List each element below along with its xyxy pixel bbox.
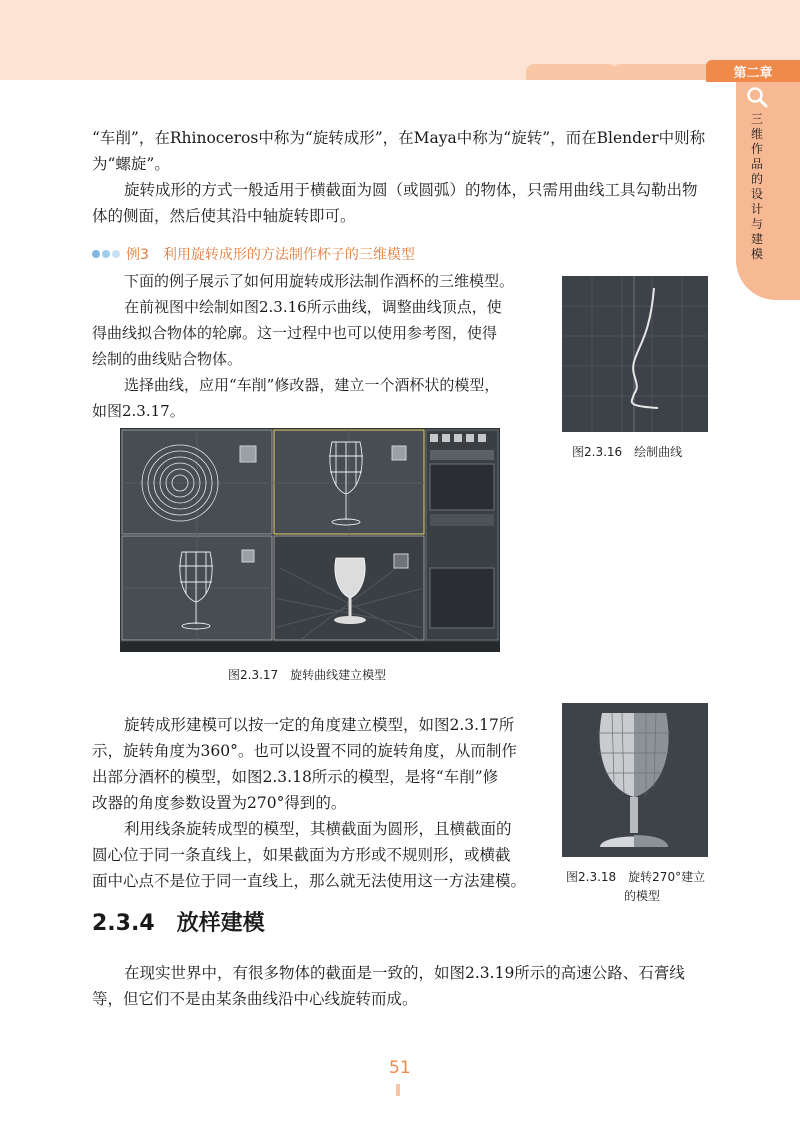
figure-2-3-16 <box>562 276 708 432</box>
figure-2-3-17 <box>120 428 500 652</box>
viewports-screenshot <box>120 428 500 652</box>
para4-line2: 圆心位于同一条直线上，如果截面为方形或不规则形，或横截 <box>92 846 511 864</box>
header-tab-2 <box>612 64 712 80</box>
example-line3: 得曲线拟合物体的轮廓。这一过程中也可以使用参考图，使得 <box>92 324 498 342</box>
example-line5: 选择曲线，应用“车削”修改器，建立一个酒杯状的模型， <box>124 376 500 394</box>
magnifier-icon <box>746 86 768 108</box>
side-label: 三维作品的设计与建模 <box>751 112 764 261</box>
figure-2-3-17-caption: 图2.3.17 旋转曲线建立模型 <box>228 668 387 682</box>
curve-drawing <box>562 276 708 432</box>
para1-line2: 为“螺旋”。 <box>92 155 170 173</box>
example-line4: 绘制的曲线贴合物体。 <box>92 350 243 368</box>
para3-line4: 改器的角度参数设置为270°得到的。 <box>92 794 347 812</box>
example-line2: 在前视图中绘制如图2.3.16所示曲线，调整曲线顶点，使 <box>124 298 502 316</box>
para1-line1: “车削”，在Rhinoceros中称为“旋转成形”，在Maya中称为“旋转”，而在Blender中则称 <box>92 129 706 147</box>
partial-glass-render <box>562 703 708 857</box>
para2-line1: 旋转成形的方式一般适用于横截面为圆（或圆弧）的物体，只需用曲线工具勾勒出物 <box>124 181 698 199</box>
chapter-tab: 第二章 <box>706 60 800 82</box>
bullet-dots-icon <box>92 250 120 258</box>
para3-line2: 示，旋转角度为360°。也可以设置不同的旋转角度，从而制作 <box>92 742 517 760</box>
figure-2-3-18 <box>562 703 708 857</box>
side-tab <box>736 82 800 300</box>
figure-2-3-18-caption-line1: 图2.3.18 旋转270°建立 <box>566 870 706 884</box>
para4-line3: 面中心点不是位于同一直线上，那么就无法使用这一方法建模。 <box>92 872 527 890</box>
example-line6: 如图2.3.17。 <box>92 402 185 420</box>
para5-line1: 在现实世界中，有很多物体的截面是一致的，如图2.3.19所示的高速公路、石膏线 <box>124 964 685 982</box>
para3-line1: 旋转成形建模可以按一定的角度建立模型，如图2.3.17所 <box>124 716 515 734</box>
section-heading: 2.3.4 放样建模 <box>92 911 265 936</box>
para5-line2: 等，但它们不是由某条曲线沿中心线旋转而成。 <box>92 990 418 1008</box>
header-tab-1 <box>526 64 616 80</box>
para3-line3: 出部分酒杯的模型，如图2.3.18所示的模型，是将“车削”修 <box>92 768 499 786</box>
page-number: 51 <box>389 1058 411 1078</box>
para4-line1: 利用线条旋转成型的模型，其横截面为圆形，且横截面的 <box>124 820 512 838</box>
page-number-bar <box>396 1084 400 1096</box>
para2-line2: 体的侧面，然后使其沿中轴旋转即可。 <box>92 207 356 225</box>
example-title <box>92 244 415 264</box>
figure-2-3-18-caption-line2: 的模型 <box>624 889 661 903</box>
example-title-text: 例3 利用旋转成形的方法制作杯子的三维模型 <box>126 247 415 263</box>
figure-2-3-16-caption: 图2.3.16 绘制曲线 <box>572 445 683 459</box>
example-line1: 下面的例子展示了如何用旋转成形法制作酒杯的三维模型。 <box>124 272 515 290</box>
